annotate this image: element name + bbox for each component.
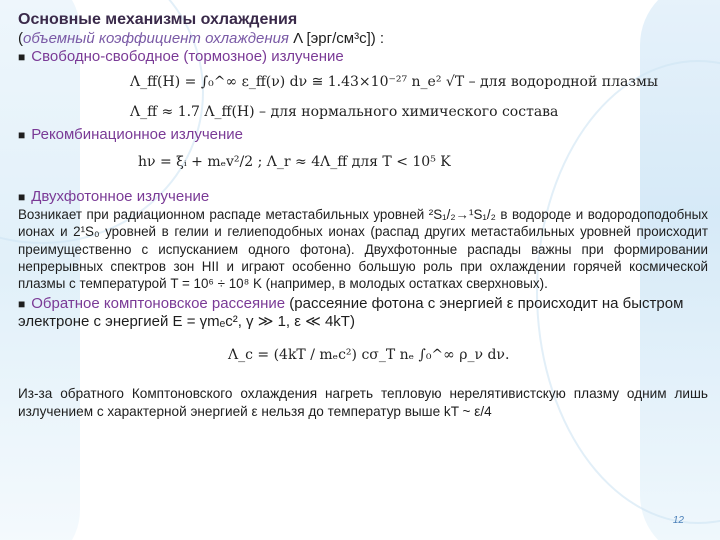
section-heading: Свободно-свободное (тормозное) излучение [31,48,344,65]
bullet-inverse-compton [18,295,708,331]
subtitle-rest: Λ [эрг/см³с]) : [288,30,385,47]
formula-bremsstrahlung-normal: Λ_ff ≈ 1.7 Λ_ff(H) – для нормального химического состава [130,104,559,120]
slide-content [18,10,708,420]
conclusion-paragraph: Из-за обратного Комптоновского охлаждения нагреть тепловую нерелятивистскую плазму одним лишь излучением с характерной энергией ε нельзя до температур выше kT ~ ε/4 [18,386,708,419]
formula-recombination: hν = ξᵢ + mₑv²/2 ; Λ_r ≈ 4Λ_ff для T < 10⁵ K [138,154,451,170]
formula-inverse-compton: Λ_c = (4kT / mₑc²) cσ_T nₑ ∫₀^∞ ρ_ν dν. [228,347,510,364]
section-heading: Двухфотонное излучение [31,188,210,205]
bullet-marker: ■ [18,50,26,64]
subtitle-open: ( [18,30,23,47]
slide-subtitle [18,30,708,48]
slide-title: Основные механизмы охлаждения [18,11,298,28]
subtitle-italic: объемный коэффициент охлаждения [23,30,289,47]
section-heading: Рекомбинационное излучение [31,126,243,143]
bullet-two-photon [18,188,708,206]
formula-bremsstrahlung-hydrogen: Λ_ff(H) = ∫₀^∞ ε_ff(ν) dν ≅ 1.43×10⁻²⁷ n_e² √T – для водородной плазмы [130,74,659,90]
bullet-marker: ■ [18,297,26,312]
bullet-bremsstrahlung [18,48,708,66]
two-photon-paragraph: Возникает при радиационном распаде метастабильных уровней ²S₁/₂→¹S₁/₂ в водороде и водородоподобных ионах и 2¹S₀ уровней в гелии и гелиеподобных ионах (распад других метастабильных уровней происходит преимущественно с испусканием одного фотона). Двухфотонные распады важны при формировании непрерывных спектров зон НII и играют особенно большую роль при охлаждении горячей космической плазмы с температурой T = 10⁶ ÷ 10⁸ K (например, в молодых остатках сверхновых). [18,207,708,292]
bullet-marker: ■ [18,190,26,204]
bullet-recombination [18,126,708,144]
page-number: 12 [672,515,684,526]
section-heading: Обратное комптоновское рассеяние [31,295,286,313]
section-heading-rest: (рассеяние фотона с энергией ε происходит на быстром электроне с энергией E = γmₑc², γ ≫ 1, ε ≪ 4kT) [18,295,684,331]
bullet-marker: ■ [18,128,26,142]
